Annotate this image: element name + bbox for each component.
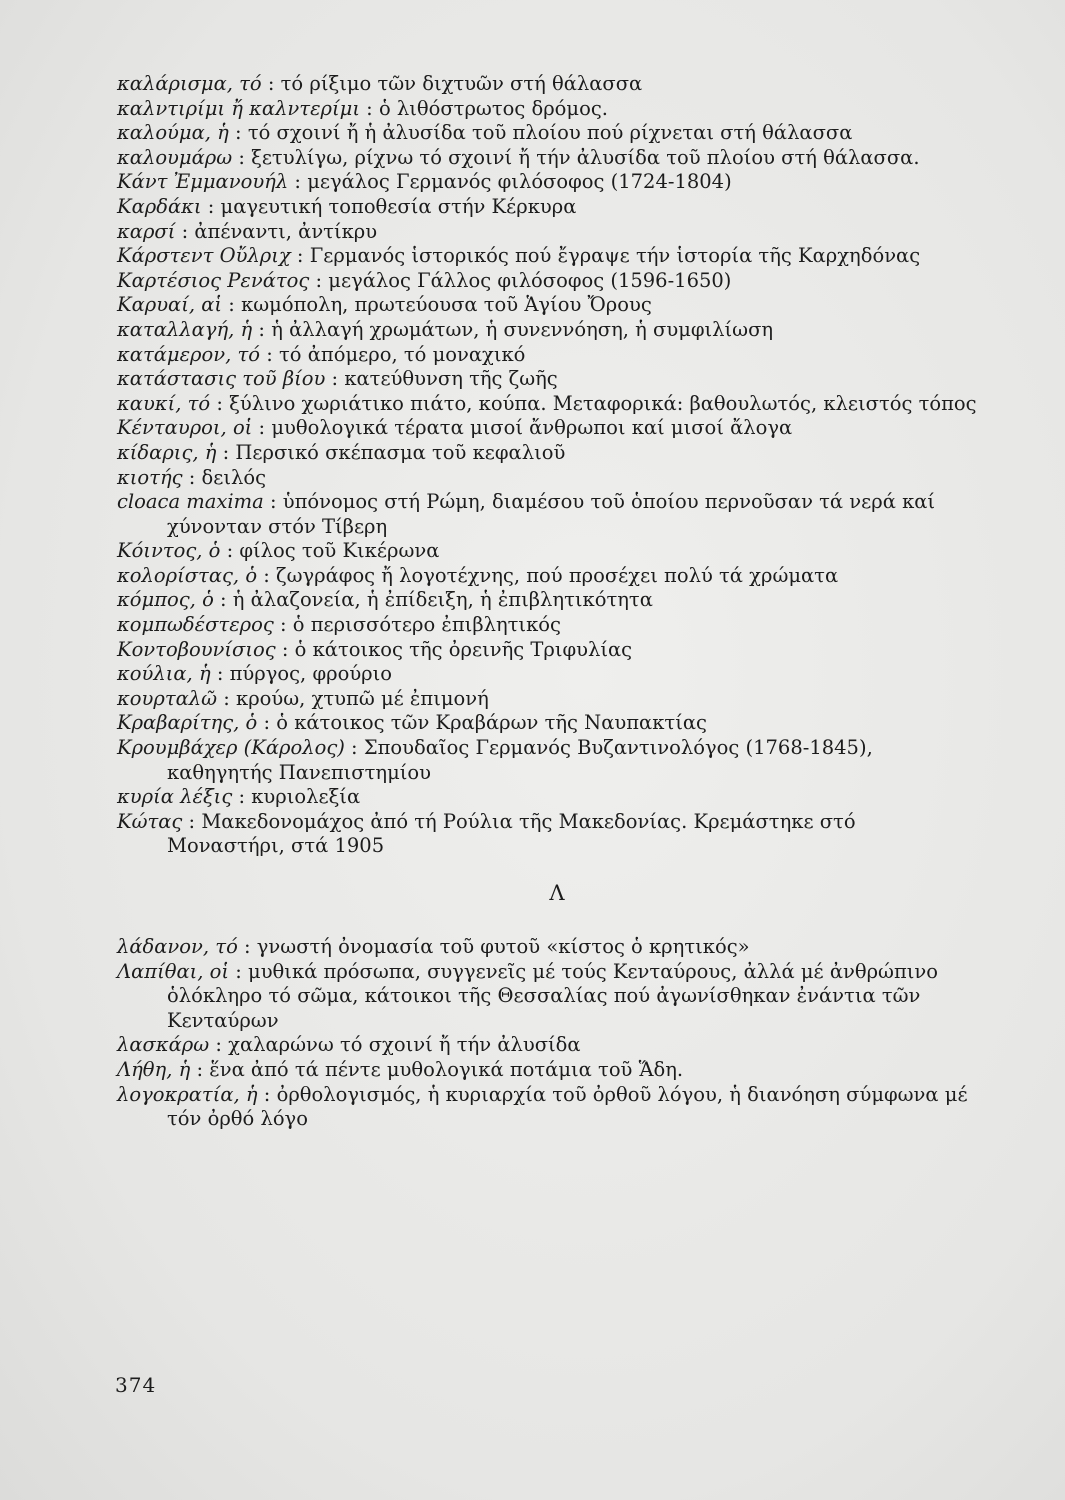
- entry-definition: ὀρθολογισμός, ἡ κυριαρχία τοῦ ὀρθοῦ λόγου, ἡ διανόηση σύμφωνα μέ τόν ὀρθό λόγο: [167, 1082, 968, 1131]
- entry-separator: :: [359, 96, 379, 120]
- entry-separator: :: [252, 416, 272, 440]
- glossary-entry: [117, 539, 977, 564]
- glossary-entry: [117, 564, 977, 589]
- entry-definition: ξύλινο χωριάτικο πιάτο, κούπα. Μεταφορικά: βαθουλωτός, κλειστός τόπος: [229, 391, 977, 415]
- entry-term: καλάρισμα, τό: [117, 72, 262, 95]
- glossary-entry: [117, 960, 977, 1034]
- entry-term: Κάρστεντ Οὔλριχ: [117, 244, 291, 268]
- entry-separator: :: [182, 465, 202, 489]
- glossary-entry: [117, 613, 977, 638]
- entry-separator: :: [290, 244, 310, 268]
- glossary-entry: [117, 72, 977, 97]
- entry-definition: μεγάλος Γάλλος φιλόσοφος (1596-1650): [328, 268, 732, 292]
- entry-term: κιοτής: [117, 465, 183, 489]
- entry-definition: μυθικά πρόσωπα, συγγενεῖς μέ τούς Κενταύρους, ἀλλά μέ ἀνθρώπινο ὁλόκληρο τό σῶμα, κάτοικοι τῆς Θεσσαλίας πού ἀγωνίσθηκαν ἐνάντια τῶν Κενταύρων: [167, 959, 939, 1032]
- entry-definition: ἕνα ἀπό τά πέντε μυθολογικά ποτάμια τοῦ Ἅδη.: [209, 1057, 684, 1081]
- entry-definition: πύργος, φρούριο: [229, 662, 393, 686]
- entry-separator: :: [237, 935, 257, 958]
- entry-separator: :: [216, 440, 236, 464]
- entry-separator: :: [217, 686, 237, 710]
- entry-separator: :: [252, 317, 272, 341]
- entry-separator: :: [232, 145, 252, 169]
- entry-term: κομπωδέστερος: [117, 613, 274, 637]
- entry-definition: ἀπέναντι, ἀντίκρυ: [194, 219, 378, 243]
- entry-definition: μεγάλος Γερμανός φιλόσοφος (1724-1804): [307, 170, 732, 194]
- entry-term: καταλλαγή, ἡ: [117, 317, 253, 341]
- glossary-entry: [117, 293, 977, 318]
- entry-definition: φίλος τοῦ Κικέρωνα: [239, 539, 440, 563]
- glossary-entry: [117, 146, 977, 171]
- entry-term: Κρουμβάχερ (Κάρολος): [117, 736, 345, 760]
- entry-definition: γνωστή ὀνομασία τοῦ φυτοῦ «κίστος ὁ κρητικός»: [256, 935, 750, 958]
- glossary-entry: [117, 1033, 977, 1058]
- glossary-entry: [117, 416, 977, 441]
- glossary-entry: [117, 810, 977, 859]
- entry-term: Κραβαρίτης, ὁ: [117, 711, 258, 735]
- glossary-entry: [117, 711, 977, 736]
- entry-term: κουρταλῶ: [117, 686, 218, 710]
- entry-definition: ὁ λιθόστρωτος δρόμος.: [378, 96, 608, 120]
- glossary-entry: [117, 588, 977, 613]
- entry-separator: :: [228, 121, 248, 145]
- glossary-section-kappa: [117, 72, 977, 859]
- entry-definition: Μακεδονομάχος ἀπό τή Ρούλια τῆς Μακεδονίας. Κρεμάστηκε στό Μοναστήρι, στά 1905: [167, 809, 856, 858]
- entry-term: κατάστασις τοῦ βίου: [117, 367, 326, 391]
- glossary-entry: [117, 935, 977, 960]
- entry-separator: :: [288, 170, 308, 194]
- entry-term: καρσί: [117, 219, 176, 243]
- entry-separator: :: [257, 563, 277, 587]
- entry-term: κυρία λέξις: [117, 785, 233, 809]
- entry-definition: ἡ ἀλλαγή χρωμάτων, ἡ συνεννόηση, ἡ συμφιλίωση: [271, 317, 774, 341]
- entry-term: καλουμάρω: [117, 145, 233, 169]
- glossary-section-lambda: [117, 935, 977, 1132]
- entry-term: Κένταυροι, οἱ: [117, 416, 253, 440]
- entry-term: Κόιντος, ὁ: [117, 539, 221, 563]
- entry-definition: τό ρίξιμο τῶν διχτυῶν στή θάλασσα: [280, 72, 643, 95]
- entry-term: κολορίστας, ὁ: [117, 563, 258, 587]
- entry-definition: τό ἀπόμερο, τό μοναχικό: [279, 342, 526, 366]
- entry-definition: κρούω, χτυπῶ μέ ἐπιμονή: [236, 686, 489, 710]
- glossary-entry: [117, 244, 977, 269]
- entry-term: Καρδάκι: [117, 194, 202, 218]
- entry-definition: ἡ ἀλαζονεία, ἡ ἐπίδειξη, ἡ ἐπιβλητικότητα: [232, 588, 653, 612]
- glossary-entry: [117, 97, 977, 122]
- entry-definition: ζωγράφος ἤ λογοτέχνης, πού προσέχει πολύ τά χρώματα: [276, 563, 839, 587]
- entry-term: λάδανον, τό: [117, 935, 238, 958]
- entry-term: καυκί, τό: [117, 391, 211, 415]
- entry-term: κατάμερον, τό: [117, 342, 261, 366]
- entry-separator: :: [257, 1082, 277, 1106]
- entry-definition: ὑπόνομος στή Ρώμη, διαμέσου τοῦ ὁποίου περνοῦσαν τά νερά καί χύνονταν στόν Τίβερη: [167, 490, 936, 538]
- glossary-entry: [117, 785, 977, 810]
- entry-separator: :: [210, 391, 230, 415]
- entry-term: κίδαρις, ἡ: [117, 440, 217, 464]
- glossary-entry: [117, 662, 977, 687]
- entry-separator: :: [222, 293, 242, 317]
- glossary-entry: [117, 318, 977, 343]
- entry-term: Κοντοβουνίσιος: [117, 637, 276, 661]
- entry-term: κούλια, ἡ: [117, 662, 211, 686]
- glossary-entry: [117, 343, 977, 368]
- glossary-entry: [117, 466, 977, 491]
- glossary-list: [117, 72, 977, 1132]
- entry-definition: Περσικό σκέπασμα τοῦ κεφαλιοῦ: [235, 440, 566, 464]
- entry-definition: κυριολεξία: [251, 785, 361, 809]
- entry-separator: :: [273, 613, 293, 637]
- glossary-entry: [117, 1083, 977, 1132]
- entry-term: λασκάρω: [117, 1033, 210, 1057]
- glossary-entry: [117, 441, 977, 466]
- entry-term: Κάντ Ἐμμανουήλ: [117, 170, 289, 194]
- entry-separator: :: [190, 1057, 210, 1081]
- entry-definition: ξετυλίγω, ρίχνω τό σχοινί ἤ τήν ἀλυσίδα τοῦ πλοίου στή θάλασσα.: [251, 145, 920, 169]
- entry-definition: ὁ κάτοικος τῶν Κραβάρων τῆς Ναυπακτίας: [276, 711, 707, 735]
- entry-separator: :: [232, 785, 252, 809]
- entry-separator: :: [344, 736, 364, 760]
- entry-separator: :: [201, 194, 221, 218]
- entry-definition: ὁ κάτοικος τῆς ὀρεινῆς Τριφυλίας: [294, 637, 633, 661]
- entry-term: Καρτέσιος Ρενάτος: [117, 268, 310, 292]
- glossary-entry: [117, 638, 977, 663]
- page-number: 374: [115, 1373, 157, 1397]
- glossary-entry: [117, 687, 977, 712]
- entry-separator: :: [182, 809, 202, 833]
- entry-definition: μαγευτική τοποθεσία στήν Κέρκυρα: [220, 194, 577, 218]
- entry-term: καλούμα, ἡ: [117, 121, 229, 145]
- entry-separator: :: [229, 959, 249, 983]
- entry-separator: :: [175, 219, 195, 243]
- entry-definition: Σπουδαῖος Γερμανός Βυζαντινολόγος (1768-1845), καθηγητής Πανεπιστημίου: [167, 736, 873, 784]
- glossary-entry: [117, 1058, 977, 1083]
- entry-term: Λαπίθαι, οἱ: [117, 959, 230, 983]
- entry-definition: δειλός: [201, 465, 267, 489]
- section-letter-heading: Λ: [549, 881, 565, 905]
- entry-definition: μυθολογικά τέρατα μισοί ἄνθρωποι καί μισοί ἄλογα: [271, 416, 793, 440]
- entry-separator: :: [263, 490, 283, 514]
- entry-separator: :: [261, 72, 281, 95]
- entry-separator: :: [257, 711, 277, 735]
- entry-separator: :: [220, 539, 240, 563]
- entry-separator: :: [260, 342, 280, 366]
- entry-separator: :: [309, 268, 329, 292]
- entry-definition: ὁ περισσότερο ἐπιβλητικός: [292, 613, 561, 637]
- entry-separator: :: [213, 588, 233, 612]
- glossary-entry: [117, 490, 977, 539]
- glossary-entry: [117, 269, 977, 294]
- glossary-entry: [117, 220, 977, 245]
- glossary-entry: [117, 195, 977, 220]
- entry-term: Κώτας: [117, 809, 183, 833]
- entry-definition: τό σχοινί ἤ ἡ ἀλυσίδα τοῦ πλοίου πού ρίχνεται στή θάλασσα: [247, 121, 853, 145]
- glossary-entry: [117, 392, 977, 417]
- entry-definition: κωμόπολη, πρωτεύουσα τοῦ Ἁγίου Ὄρους: [241, 293, 652, 317]
- entry-definition: κατεύθυνση τῆς ζωῆς: [344, 367, 558, 391]
- entry-definition: Γερμανός ἱστορικός πού ἔγραψε τήν ἱστορία τῆς Καρχηδόνας: [309, 244, 921, 268]
- entry-term: Καρυαί, αἱ: [117, 293, 223, 317]
- entry-term: λογοκρατία, ἡ: [117, 1082, 258, 1106]
- glossary-entry: [117, 367, 977, 392]
- glossary-entry: [117, 170, 977, 195]
- entry-separator: :: [209, 1033, 229, 1057]
- entry-separator: :: [210, 662, 230, 686]
- entry-definition: χαλαρώνω τό σχοινί ἤ τήν ἀλυσίδα: [228, 1033, 581, 1057]
- entry-term: καλντιρίμι ἤ καλντερίμι: [117, 96, 360, 120]
- glossary-entry: [117, 121, 977, 146]
- entry-term: cloaca maxima: [117, 490, 264, 514]
- entry-term: Λήθη, ἡ: [117, 1057, 191, 1081]
- glossary-entry: [117, 736, 977, 785]
- entry-separator: :: [275, 637, 295, 661]
- entry-separator: :: [325, 367, 345, 391]
- entry-term: κόμπος, ὁ: [117, 588, 214, 612]
